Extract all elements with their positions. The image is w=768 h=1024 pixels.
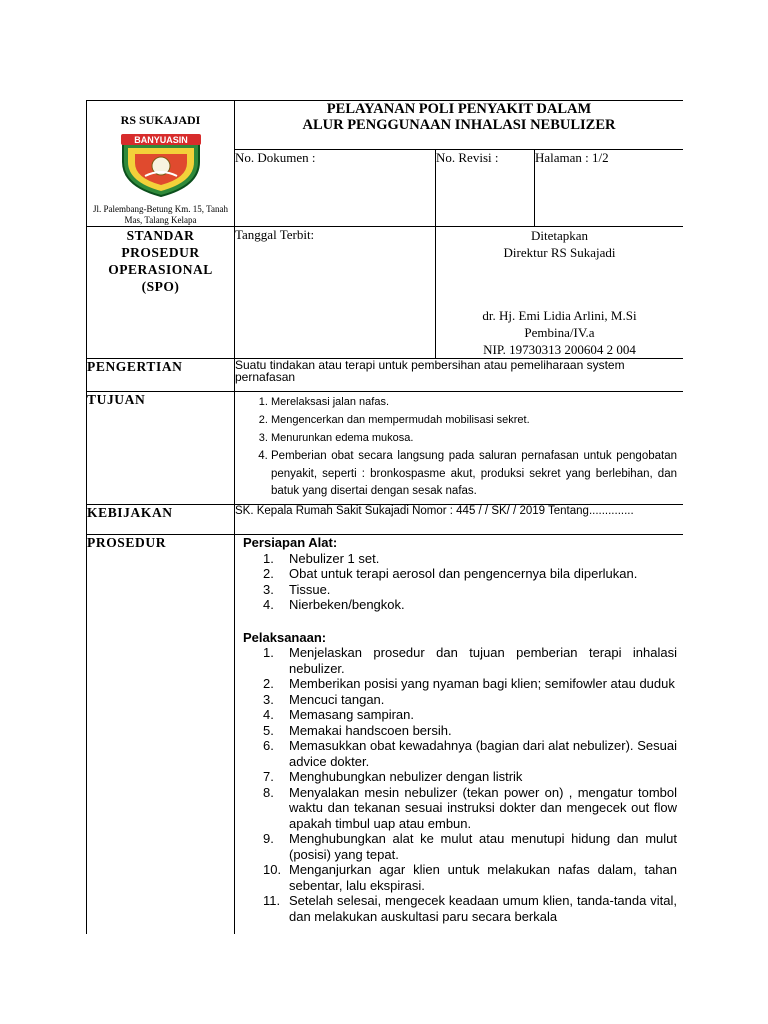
spo-label-line: OPERASIONAL (108, 262, 213, 277)
document-title-cell (235, 101, 684, 150)
kebijakan-label: KEBIJAKAN (87, 505, 235, 535)
prosedur-cell (235, 535, 684, 935)
tujuan-label: TUJUAN (87, 392, 235, 505)
kebijakan-text: SK. Kepala Rumah Sakit Sukajadi Nomor : 445 / / SK/ / 2019 Tentang.............. (235, 505, 684, 535)
spo-label-cell (87, 227, 235, 359)
halaman-cell (535, 150, 684, 227)
pelaksanaan-item: 6. Memasukkan obat kewadahnya (bagian dari alat nebulizer). Sesuai advice dokter. (263, 738, 677, 769)
pelaksanaan-item: 5. Memakai handscoen bersih. (263, 723, 677, 739)
persiapan-item: 1. Nebulizer 1 set. (263, 551, 677, 567)
tujuan-item: 2. Mengencerkan dan mempermudah mobilisasi sekret. (271, 412, 677, 428)
pelaksanaan-item: 3. Mencuci tangan. (263, 692, 677, 708)
pelaksanaan-item: 8. Menyalakan mesin nebulizer (tekan power on) , mengatur tombol waktu dan tekanan sesuai instruksi dokter dan mengecek out flow apakah timbul uap atau embun. (263, 785, 677, 832)
pengertian-label: PENGERTIAN (87, 359, 235, 392)
pelaksanaan-item: 10. Menganjurkan agar klien untuk melakukan nafas dalam, tahan sebentar, lalu ekspirasi. (263, 862, 677, 893)
no-revisi-label: No. Revisi : (436, 150, 499, 165)
spo-label-line: PROSEDUR (121, 245, 200, 260)
spo-table (86, 100, 683, 934)
spo-label-line: STANDAR (126, 228, 195, 243)
pelaksanaan-item: 4. Memasang sampiran. (263, 707, 677, 723)
no-revisi-cell (436, 150, 535, 227)
tujuan-cell (235, 392, 684, 505)
approval-cell (436, 227, 684, 359)
spo-document (86, 100, 683, 934)
tanggal-terbit-label: Tanggal Terbit: (235, 227, 315, 242)
spo-label-line: (SPO) (141, 279, 180, 294)
ditetapkan-text: Ditetapkan (530, 228, 589, 243)
direktur-text: Direktur RS Sukajadi (503, 245, 616, 260)
pelaksanaan-item: 2. Memberikan posisi yang nyaman bagi klien; semifowler atau duduk (263, 676, 677, 692)
halaman-label: Halaman : 1/2 (535, 150, 609, 165)
tujuan-item: 4. Pemberian obat secara langsung pada saluran pernafasan untuk pengobatan penyakit, seperti : bronkospasme akut, produksi sekret yang berlebihan, dan batuk yang disertai dengan sesak nafas. (271, 448, 677, 501)
persiapan-item: 2. Obat untuk terapi aerosol dan pengencernya bila diperlukan. (263, 566, 677, 582)
pelaksanaan-item: 11. Setelah selesai, mengecek keadaan umum klien, tanda-tanda vital, dan melakukan auskultasi paru secara berkala (263, 893, 677, 924)
title-line-1: PELAYANAN POLI PENYAKIT DALAM (326, 101, 592, 117)
banyuasin-logo (115, 132, 207, 198)
persiapan-item: 4. Nierbeken/bengkok. (263, 597, 677, 613)
hospital-identity-cell (87, 101, 235, 227)
tujuan-item: 1. Merelaksasi jalan nafas. (271, 394, 677, 410)
title-line-2: ALUR PENGGUNAAN INHALASI NEBULIZER (302, 117, 616, 133)
logo-banner-text: BANYUASIN (133, 135, 188, 145)
hospital-address: Jl. Palembang-Betung Km. 15, Tanah Mas, Talang Kelapa (93, 204, 228, 225)
hospital-name: RS SUKAJADI (120, 113, 201, 127)
no-dokumen-label: No. Dokumen : (235, 150, 316, 165)
persiapan-title: Persiapan Alat: (243, 535, 338, 550)
signer-name: dr. Hj. Emi Lidia Arlini, M.Si (482, 308, 637, 323)
tanggal-terbit-cell (235, 227, 436, 359)
signer-nip: NIP. 19730313 200604 2 004 (483, 342, 636, 357)
signer-rank: Pembina/IV.a (524, 325, 595, 340)
tujuan-item: 3. Menurunkan edema mukosa. (271, 430, 677, 446)
persiapan-item: 3. Tissue. (263, 582, 677, 598)
pelaksanaan-item: 7. Menghubungkan nebulizer dengan listrik (263, 769, 677, 785)
pengertian-text: Suatu tindakan atau terapi untuk pembersihan atau pemeliharaan system pernafasan (235, 359, 684, 392)
pelaksanaan-item: 9. Menghubungkan alat ke mulut atau menutupi hidung dan mulut (posisi) yang tepat. (263, 831, 677, 862)
persiapan-list (243, 551, 677, 613)
pelaksanaan-item: 1. Menjelaskan prosedur dan tujuan pemberian terapi inhalasi nebulizer. (263, 645, 677, 676)
no-dokumen-cell (235, 150, 436, 227)
pelaksanaan-title: Pelaksanaan: (243, 629, 327, 645)
pelaksanaan-list (243, 645, 677, 924)
prosedur-label: PROSEDUR (87, 535, 235, 935)
tujuan-list (235, 394, 683, 501)
